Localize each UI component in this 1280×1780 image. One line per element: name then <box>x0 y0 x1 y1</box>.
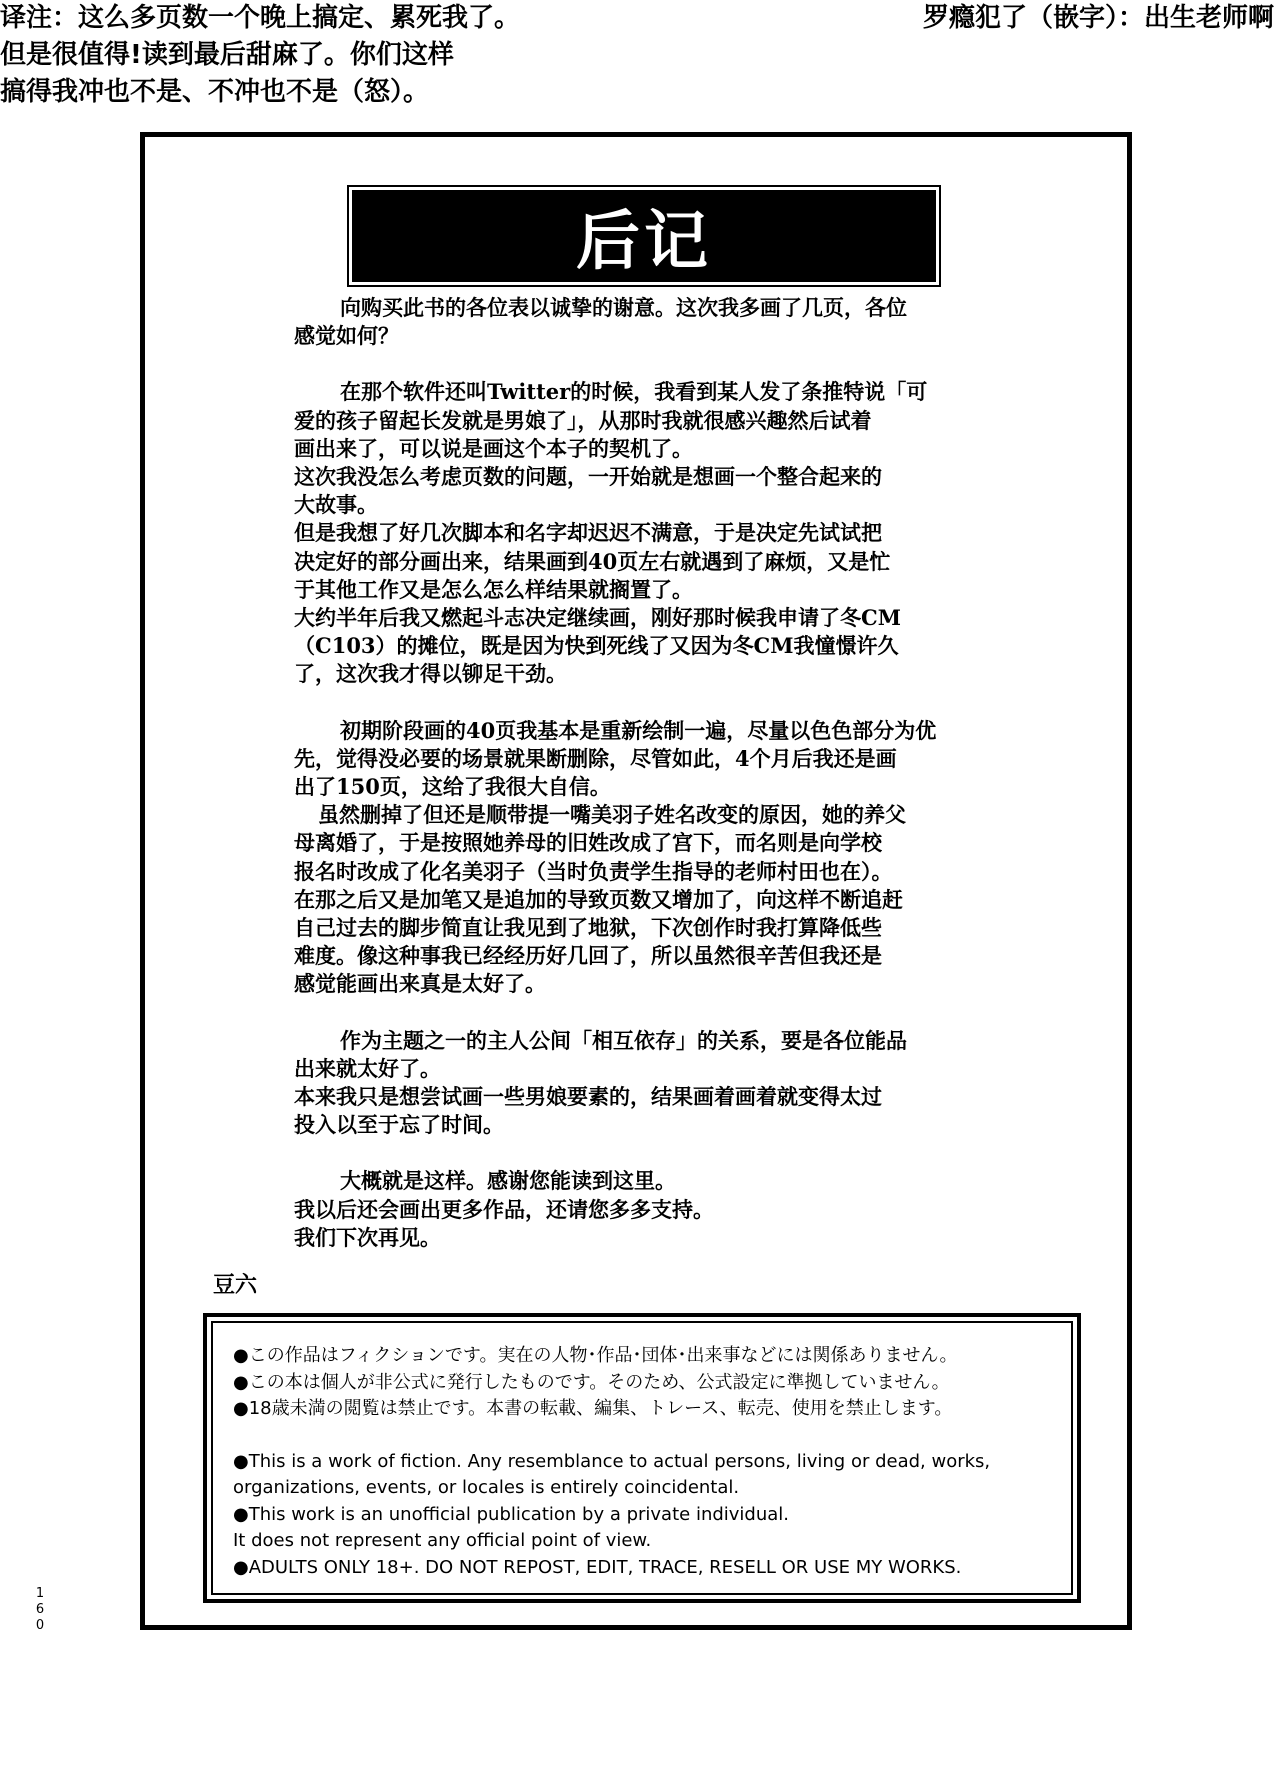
disclaimer-line-jp: ●18歳未満の閲覧は禁止です。本書の転載、編集、トレース、転売、使用を禁止します。 <box>233 1398 953 1419</box>
disclaimer-inner <box>211 1321 1073 1595</box>
body-line: 出来就太好了。 <box>294 1055 441 1081</box>
body-line: 母离婚了，于是按照她养母的旧姓改成了宫下，而名则是向学校 <box>294 830 882 856</box>
disclaimer-line-jp: ●この作品はフィクションです。実在の人物･作品･団体･出来事などには関係ありません。 <box>233 1345 958 1366</box>
body-line: 本来我只是想尝试画一些男娘要素的，结果画着画着就变得太过 <box>294 1084 882 1110</box>
body-line: 出了150页，这给了我很大自信。 <box>294 774 611 800</box>
disclaimer-line-en: ●This work is an unofficial publication by a private individual. <box>233 1503 790 1525</box>
body-line: 大故事。 <box>294 492 378 518</box>
page-title: 后记 <box>576 205 712 279</box>
body-line: 自己过去的脚步简直让我见到了地狱，下次创作时我打算降低些 <box>294 915 882 941</box>
disclaimer-line-jp: ●この本は個人が非公式に発行したものです。そのため、公式設定に準拠していません。 <box>233 1371 950 1393</box>
disclaimer-box <box>203 1313 1081 1603</box>
body-line: 决定好的部分画出来，结果画到40页左右就遇到了麻烦，又是忙 <box>294 548 891 574</box>
translator-note <box>0 0 520 111</box>
body-line: 在那个软件还叫Twitter的时候，我看到某人发了条推特说「可 <box>340 379 928 405</box>
author-signature: 豆六 <box>213 1273 258 1298</box>
body-line: 报名时改成了化名美羽子（当时负责学生指导的老师村田也在）。 <box>294 858 893 884</box>
body-line: 感觉如何？ <box>294 323 399 349</box>
page-number-digit: 1 <box>35 1586 45 1601</box>
body-line: 大约半年后我又燃起斗志决定继续画，刚好那时候我申请了冬CM <box>294 605 901 631</box>
body-line: 大概就是这样。感谢您能读到这里。 <box>340 1168 676 1194</box>
body-line: 投入以至于忘了时间。 <box>294 1112 504 1138</box>
typesetter-credit: 罗瘾犯了（嵌字）：出生老师啊 <box>922 3 1274 33</box>
body-line: 初期阶段画的40页我基本是重新绘制一遍，尽量以色色部分为优 <box>340 717 937 743</box>
translator-note-line: 搞得我冲也不是、不冲也不是（怒）。 <box>0 77 430 107</box>
page-number-digit: 0 <box>35 1618 45 1633</box>
body-line: 难度。像这种事我已经经历好几回了，所以虽然很辛苦但我还是 <box>294 943 882 969</box>
page-number-digit: 6 <box>35 1602 45 1617</box>
body-line: 在那之后又是加笔又是追加的导致页数又增加了，向这样不断追赶 <box>294 886 903 912</box>
body-line: 我以后还会画出更多作品，还请您多多支持。 <box>294 1196 714 1222</box>
translator-note-line: 译注：这么多页数一个晚上搞定、累死我了。 <box>0 3 521 33</box>
disclaimer-line-en: ●ADULTS ONLY 18+. DO NOT REPOST, EDIT, TRACE, RESELL OR USE MY WORKS. <box>233 1556 962 1578</box>
afterword-body <box>294 294 1014 1252</box>
body-line: 这次我没怎么考虑页数的问题，一开始就是想画一个整合起来的 <box>294 464 882 490</box>
body-line: 了，这次我才得以铆足干劲。 <box>294 661 567 687</box>
body-line: 向购买此书的各位表以诚挚的谢意。这次我多画了几页，各位 <box>340 295 907 320</box>
body-line: 感觉能画出来真是太好了。 <box>294 971 546 997</box>
disclaimer-line-en: ●This is a work of fiction. Any resemblance to actual persons, living or dead, works, <box>233 1450 991 1472</box>
body-line: 虽然删掉了但还是顺带提一嘴美羽子姓名改变的原因，她的养父 <box>318 802 906 828</box>
page-number <box>33 1586 47 1634</box>
title-banner <box>352 190 936 282</box>
body-line: 先，觉得没必要的场景就果断删除，尽管如此，4个月后我还是画 <box>294 745 897 771</box>
disclaimer-line-en: It does not represent any official point of view. <box>233 1530 652 1551</box>
body-line: 但是我想了好几次脚本和名字却迟迟不满意，于是决定先试试把 <box>294 520 882 546</box>
body-line: 作为主题之一的主人公间「相互依存」的关系，要是各位能品 <box>340 1027 907 1053</box>
disclaimer-line-en: organizations, events, or locales is entirely coincidental. <box>233 1477 740 1498</box>
body-line: 我们下次再见。 <box>294 1224 441 1250</box>
body-line: 爱的孩子留起长发就是男娘了」，从那时我就很感兴趣然后试着 <box>294 407 872 433</box>
body-line: （C103）的摊位，既是因为快到死线了又因为冬CM我憧憬许久 <box>294 633 899 659</box>
body-line: 画出来了，可以说是画这个本子的契机了。 <box>294 435 693 461</box>
translator-note-line: 但是很值得!读到最后甜麻了。你们这样 <box>0 40 454 70</box>
body-line: 于其他工作又是怎么怎么样结果就搁置了。 <box>294 576 693 602</box>
